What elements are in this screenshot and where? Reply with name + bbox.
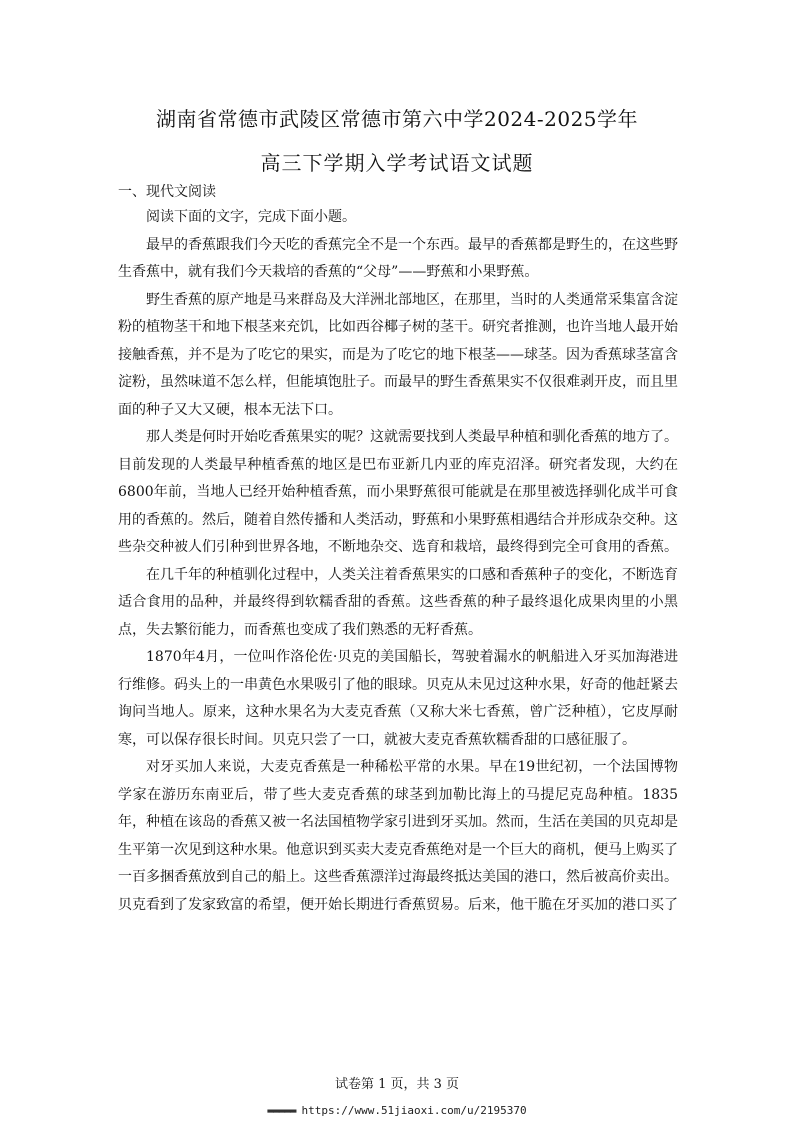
section-heading: 一、现代文阅读 bbox=[118, 184, 216, 200]
paragraph: 野生香蕉的原产地是马来群岛及大洋洲北部地区，在那里，当时的人类通常采集富含淀粉的植物茎干和地下根茎来充饥，比如西谷椰子树的茎干。研究者推测，也许当地人最开始接触香蕉，并不是为了吃它的果实，而是为了吃它的地下根茎——球茎。因为香蕉球茎富含淀粉，虽然味道不怎么样，但能填饱肚子。而最早的野生香蕉果实不仅很难剥开皮，而且里面的种子又大又硬，根本无法下口。 bbox=[118, 291, 678, 418]
document-title-line2: 高三下学期入学考试语文试题 bbox=[260, 151, 534, 175]
paragraph: 1870年4月，一位叫作洛伦佐·贝克的美国船长，驾驶着漏水的帆船进入牙买加海港进行维修。码头上的一串黄色水果吸引了他的眼球。贝克从未见过这种水果，好奇的他赶紧去询问当地人。原来，这种水果名为大麦克香蕉（又称大米七香蕉，曾广泛种植），它皮厚耐寒，可以保存很长时间。贝克只尝了一口，就被大麦克香蕉软糯香甜的口感征服了。 bbox=[118, 649, 678, 748]
watermark bbox=[0, 1104, 794, 1117]
paragraph-instruction: 阅读下面的文字，完成下面小题。 bbox=[146, 209, 356, 225]
watermark-url: https://www.51jiaoxi.com/u/2195370 bbox=[301, 1104, 527, 1117]
paragraph: 对牙买加人来说，大麦克香蕉是一种稀松平常的水果。早在19世纪初，一个法国博物学家在游历东南亚后，带了些大麦克香蕉的球茎到加勒比海上的马提尼克岛种植。1835年，种植在该岛的香蕉又被一名法国植物学家引进到牙买加。然而，生活在美国的贝克却是生平第一次见到这种水果。他意识到买卖大麦克香蕉绝对是一个巨大的商机，便马上购买了一百多捆香蕉放到自己的船上。这些香蕉漂洋过海最终抵达美国的港口，然后被高价卖出。贝克看到了发家致富的希望，便开始长期进行香蕉贸易。后来，他干脆在牙买加的港口买了 bbox=[118, 759, 678, 913]
document-title-line1: 湖南省常德市武陵区常德市第六中学2024-2025学年 bbox=[155, 107, 639, 131]
reading-passage bbox=[118, 204, 678, 919]
page-footer: 试卷第 1 页，共 3 页 bbox=[334, 1077, 460, 1092]
paragraph: 最早的香蕉跟我们今天吃的香蕉完全不是一个东西。最早的香蕉都是野生的，在这些野生香蕉中，就有我们今天栽培的香蕉的“父母”——野蕉和小果野蕉。 bbox=[118, 236, 678, 280]
paragraph: 在几千年的种植驯化过程中，人类关注着香蕉果实的口感和香蕉种子的变化，不断选育适合食用的品种，并最终得到软糯香甜的香蕉。这些香蕉的种子最终退化成果肉里的小黑点，失去繁衍能力，而香蕉也变成了我们熟悉的无籽香蕉。 bbox=[118, 566, 678, 638]
watermark-decoration-icon: ▬▬▬▬▬ bbox=[267, 1104, 296, 1117]
paragraph: 那人类是何时开始吃香蕉果实的呢？这就需要找到人类最早种植和驯化香蕉的地方了。目前发现的人类最早种植香蕉的地区是巴布亚新几内亚的库克沼泽。研究者发现，大约在6800年前，当地人已经开始种植香蕉，而小果野蕉很可能就是在那里被选择驯化成半可食用的香蕉的。然后，随着自然传播和人类活动，野蕉和小果野蕉相遇结合并形成杂交种。这些杂交种被人们引种到世界各地，不断地杂交、选育和栽培，最终得到完全可食用的香蕉。 bbox=[118, 429, 678, 555]
